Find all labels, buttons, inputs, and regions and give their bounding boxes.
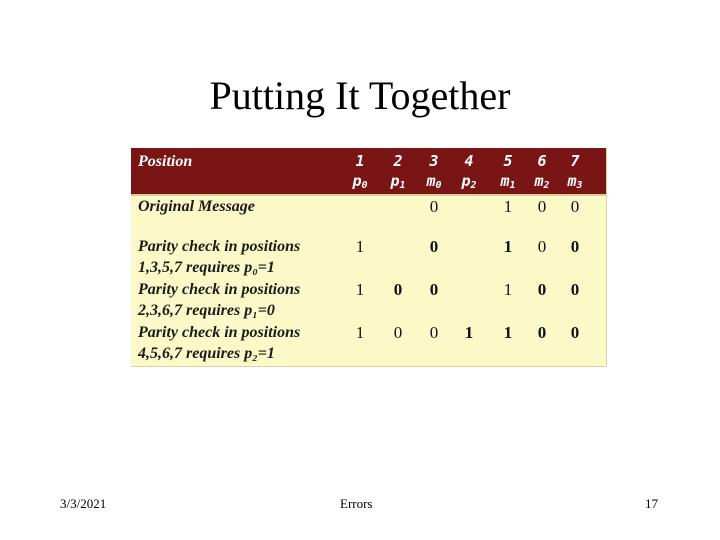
column-position-number: 1 <box>355 152 365 170</box>
bit-cell: 1 <box>355 237 365 256</box>
row-label-line: Original Message <box>138 198 255 215</box>
row-label-line: Parity check in positions <box>138 324 301 341</box>
footer-title: Errors <box>340 496 373 511</box>
column-position-number: 2 <box>393 152 403 170</box>
footer-page-number: 17 <box>645 496 658 511</box>
column-header-3 <box>414 151 454 196</box>
bit-cell: 0 <box>570 237 580 256</box>
bit-cell: 0 <box>537 237 547 256</box>
row-label <box>138 196 255 217</box>
column-header-1 <box>340 151 380 196</box>
bit-cell: 0 <box>393 280 403 299</box>
footer-date: 3/3/2021 <box>60 496 107 511</box>
bit-cell: 1 <box>464 323 474 342</box>
column-bit-label: $m_3$ <box>567 172 583 191</box>
bit-cell: 0 <box>537 197 547 216</box>
column-header-7 <box>555 151 595 196</box>
column-header-4 <box>449 151 489 196</box>
column-bit-label: $p_2$ <box>461 172 477 191</box>
bit-cell: 0 <box>429 197 439 216</box>
column-position-number: 4 <box>464 152 474 170</box>
row-label <box>138 236 300 278</box>
row-label-line: 4,5,6,7 requires p₂=1 <box>138 345 275 362</box>
row-label <box>138 279 300 321</box>
bit-cell: 1 <box>503 323 513 342</box>
row-label <box>138 322 300 364</box>
bit-cell: 0 <box>570 280 580 299</box>
bit-cell: 0 <box>537 280 547 299</box>
row-label-line: 2,3,6,7 requires p₁=0 <box>138 302 275 319</box>
bit-cell: 0 <box>429 323 439 342</box>
bit-cell: 1 <box>355 323 365 342</box>
bit-cell: 1 <box>503 197 513 216</box>
column-position-number: 3 <box>429 152 439 170</box>
column-position-number: 6 <box>537 152 547 170</box>
bit-cell: 0 <box>429 237 439 256</box>
column-bit-label: $m_0$ <box>426 172 442 191</box>
column-bit-label: $m_2$ <box>534 172 550 191</box>
bit-cell: 0 <box>570 323 580 342</box>
table-header <box>131 148 606 196</box>
column-bit-label: $m_1$ <box>500 172 516 191</box>
row-label-line: Parity check in positions <box>138 281 301 298</box>
column-position-number: 7 <box>570 152 580 170</box>
row-label-line: Parity check in positions <box>138 238 301 255</box>
slide-title: Putting It Together <box>209 73 511 118</box>
bit-cell: 0 <box>429 280 439 299</box>
bit-cell: 1 <box>503 237 513 256</box>
bit-cell: 1 <box>355 280 365 299</box>
bit-cell: 1 <box>503 280 513 299</box>
column-header-2 <box>378 151 418 196</box>
bit-cell: 0 <box>537 323 547 342</box>
parity-table <box>131 148 606 366</box>
column-bit-label: $p_1$ <box>390 172 406 191</box>
header-position-label: Position <box>138 153 193 170</box>
column-position-number: 5 <box>503 152 513 170</box>
row-label-line: 1,3,5,7 requires p₀=1 <box>138 259 275 276</box>
column-bit-label: $p_0$ <box>352 172 368 191</box>
bit-cell: 0 <box>393 323 403 342</box>
bit-cell: 0 <box>570 197 580 216</box>
